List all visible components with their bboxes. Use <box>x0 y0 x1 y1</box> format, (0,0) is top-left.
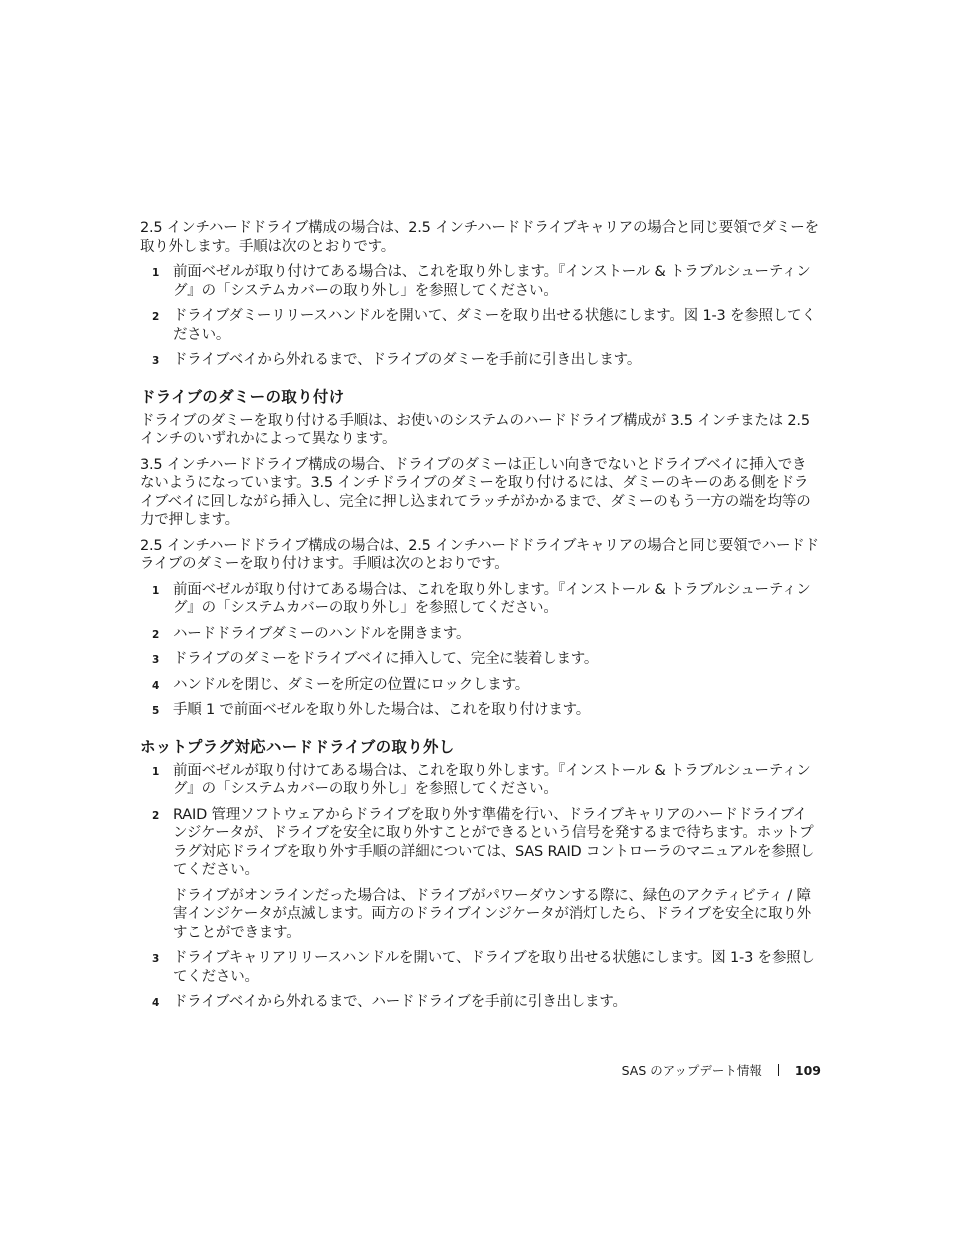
step-number: 1 <box>152 765 160 778</box>
remove-step <box>140 307 820 344</box>
step-text: ドライブダミーリリースハンドルを開いて、ダミーを取り出せる状態にします。図 1-3 を参照してください。 <box>173 308 816 343</box>
step-number: 1 <box>152 584 160 597</box>
page-number: 109 <box>794 1063 821 1078</box>
step-number: 3 <box>152 953 160 965</box>
page-footer <box>622 1062 821 1080</box>
install-step <box>140 676 820 695</box>
section-heading-install-blank: ドライブのダミーの取り付け <box>140 387 345 406</box>
step-number: 5 <box>152 705 160 717</box>
step-text: ドライブキャリアリリースハンドルを開いて、ドライブを取り出せる状態にします。図 1-3 を参照してください。 <box>173 950 815 985</box>
page-content <box>140 219 820 1019</box>
step-text: ドライブのダミーをドライブベイに挿入して、完全に装着します。 <box>173 651 599 667</box>
step-text: ハードドライブダミーのハンドルを開きます。 <box>173 625 471 642</box>
step-number: 2 <box>152 809 160 822</box>
step-number: 3 <box>152 355 160 367</box>
step-number: 3 <box>152 654 160 666</box>
hotplug-step <box>140 762 820 799</box>
body-paragraph: 2.5 インチハードドライブ構成の場合は、2.5 インチハードドライブキャリアの場合と同じ要領でハードドライブのダミーを取り付けます。手順は次のとおりです。 <box>140 537 819 572</box>
body-paragraph: 3.5 インチハードドライブ構成の場合、ドライブのダミーは正しい向きでないとドライブベイに挿入できないようになっています。3.5 インチドライブのダミーを取り付けるには、ダミーのキーのある側をドライブベイに回しながら挿入し、完全に押し込まれてラッチがかかるまで、ダミーのもう一方の端を均等の力で押します。 <box>140 456 811 528</box>
step-number: 2 <box>152 628 160 641</box>
remove-step <box>140 351 820 370</box>
hotplug-step <box>140 806 820 943</box>
step-text: 前面ベゼルが取り付けてある場合は、これを取り外します。『インストール & トラブルシューティング』の「システムカバーの取り外し」を参照してください。 <box>173 264 811 299</box>
hotplug-step <box>140 949 820 986</box>
install-step <box>140 625 820 644</box>
step-number: 4 <box>152 679 160 692</box>
step-number: 1 <box>152 267 160 279</box>
step-text: 前面ベゼルが取り付けてある場合は、これを取り外します。『インストール & トラブルシューティング』の「システムカバーの取り外し」を参照してください。 <box>173 581 811 616</box>
step-note: ドライブがオンラインだった場合は、ドライブがパワーダウンする際に、緑色のアクティビティ / 障害インジケータが点滅します。両方のドライブインジケータが消灯したら、ドライブを安全に取り外すことができます。 <box>173 887 811 941</box>
step-number: 4 <box>152 997 160 1009</box>
step-text: 前面ベゼルが取り付けてある場合は、これを取り外します。『インストール & トラブルシューティング』の「システムカバーの取り外し」を参照してください。 <box>173 762 811 797</box>
step-text: 手順 1 で前面ベゼルを取り外した場合は、これを取り付けます。 <box>173 702 591 718</box>
step-text: RAID 管理ソフトウェアからドライブを取り外す準備を行い、ドライブキャリアのハードドライブインジケータが、ドライブを安全に取り外すことができるという信号を発するまで待ちます。ホットプラグ対応ドライブを取り外す手順の詳細については、SAS RAID コントローラのマニュアルを参照してください。 <box>173 806 815 878</box>
install-step <box>140 650 820 669</box>
hotplug-step <box>140 993 820 1012</box>
footer-divider <box>778 1064 779 1076</box>
body-paragraph: ドライブのダミーを取り付ける手順は、お使いのシステムのハードドライブ構成が 3.5 インチまたは 2.5 インチのいずれかによって異なります。 <box>140 412 810 447</box>
intro-paragraph: 2.5 インチハードドライブ構成の場合は、2.5 インチハードドライブキャリアの場合と同じ要領でダミーを取り外します。手順は次のとおりです。 <box>140 220 819 255</box>
section-heading-hotplug-remove: ホットプラグ対応ハードドライブの取り外し <box>140 737 455 756</box>
remove-step <box>140 263 820 300</box>
step-number: 2 <box>152 311 160 323</box>
install-step <box>140 581 820 618</box>
footer-section-label: SAS のアップデート情報 <box>621 1063 762 1078</box>
step-text: ドライブベイから外れるまで、ハードドライブを手前に引き出します。 <box>173 994 627 1010</box>
install-step <box>140 701 820 720</box>
step-text: ハンドルを閉じ、ダミーを所定の位置にロックします。 <box>173 676 530 693</box>
step-text: ドライブベイから外れるまで、ドライブのダミーを手前に引き出します。 <box>173 352 642 368</box>
